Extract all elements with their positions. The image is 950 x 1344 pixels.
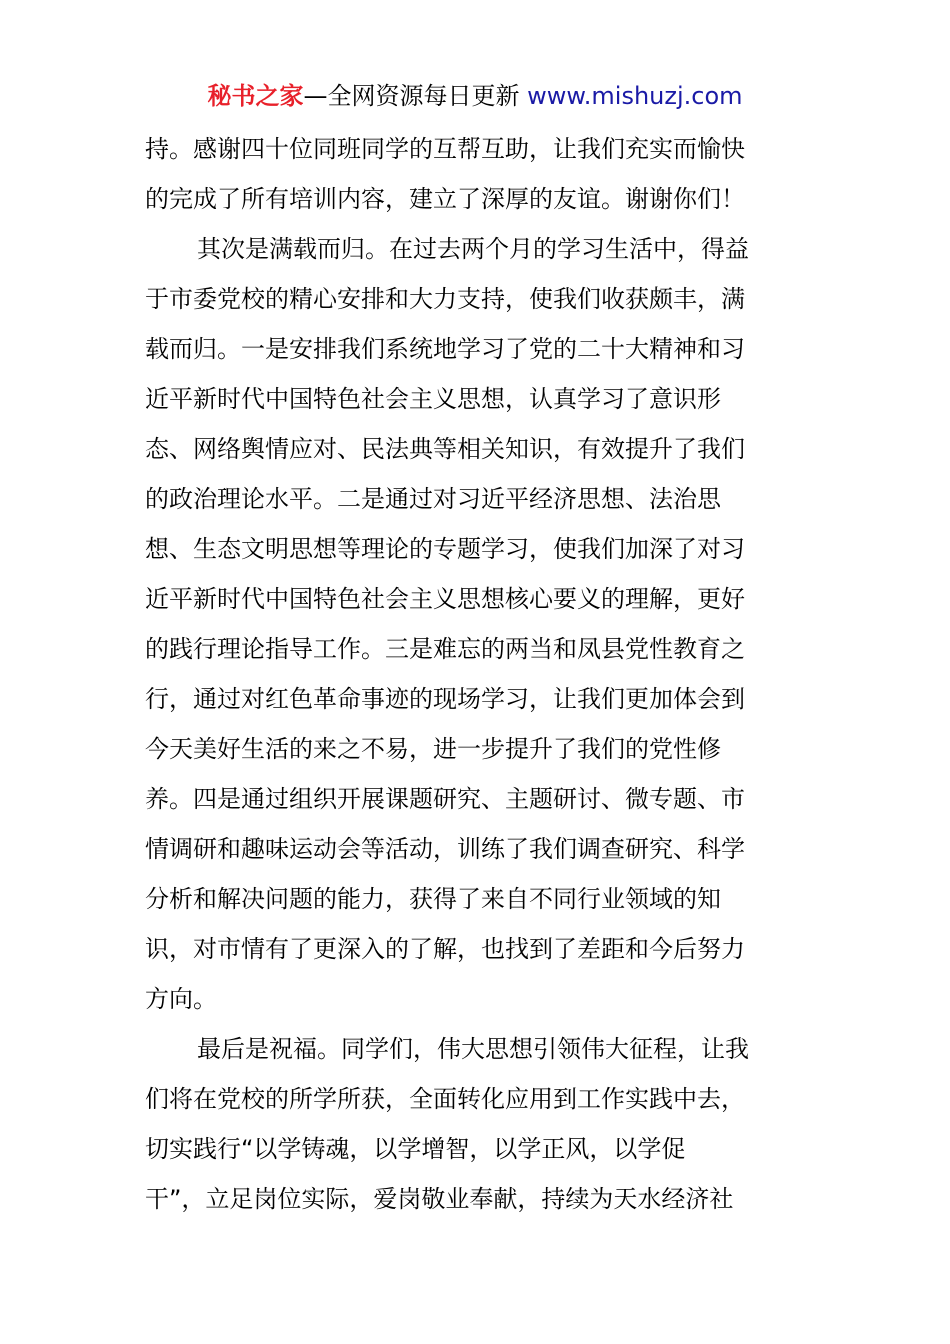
text-line: 情调研和趣味运动会等活动，训练了我们调查研究、科学 [145,835,745,863]
text-line: 态、网络舆情应对、民法典等相关知识，有效提升了我们 [145,435,745,463]
site-url[interactable]: www.mishuzj.com [527,82,743,110]
document-body [145,124,810,1224]
text-line: 分析和解决问题的能力，获得了来自不同行业领域的知 [145,885,721,913]
text-line: 行，通过对红色革命事迹的现场学习，让我们更加体会到 [145,685,745,713]
text-line: 方向。 [145,985,217,1013]
text-line: 们将在党校的所学所获，全面转化应用到工作实践中去， [145,1085,745,1113]
site-header [0,80,950,112]
text-line: 近平新时代中国特色社会主义思想，认真学习了意识形 [145,385,721,413]
text-line: 的践行理论指导工作。三是难忘的两当和凤县党性教育之 [145,635,745,663]
text-line: 的政治理论水平。二是通过对习近平经济思想、法治思 [145,485,721,513]
text-line: 切实践行“以学铸魂，以学增智，以学正风，以学促 [145,1135,686,1163]
text-line: 近平新时代中国特色社会主义思想核心要义的理解，更好 [145,585,745,613]
paragraph-start-line: 最后是祝福。同学们，伟大思想引领伟大征程，让我 [197,1035,749,1063]
text-line: 养。四是通过组织开展课题研究、主题研讨、微专题、市 [145,785,745,813]
text-line: 识，对市情有了更深入的了解，也找到了差距和今后努力 [145,935,745,963]
site-brand: 秘书之家 [207,82,304,110]
text-line: 于市委党校的精心安排和大力支持，使我们收获颇丰，满 [145,285,745,313]
text-line: 持。感谢四十位同班同学的互帮互助，让我们充实而愉快 [145,135,745,163]
text-line: 载而归。一是安排我们系统地学习了党的二十大精神和习 [145,335,745,363]
site-tagline: —全网资源每日更新 [303,82,528,110]
text-line: 干”，立足岗位实际，爱岗敬业奉献，持续为天水经济社 [145,1185,734,1213]
text-line: 想、生态文明思想等理论的专题学习，使我们加深了对习 [145,535,745,563]
text-line: 今天美好生活的来之不易，进一步提升了我们的党性修 [145,735,721,763]
paragraph-start-line: 其次是满载而归。在过去两个月的学习生活中，得益 [197,235,749,263]
text-line: 的完成了所有培训内容，建立了深厚的友谊。谢谢你们！ [145,185,745,213]
